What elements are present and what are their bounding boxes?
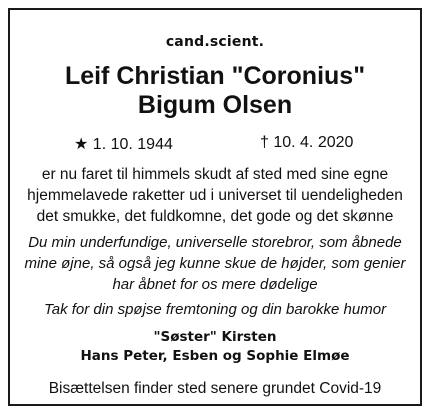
signer-line: Hans Peter, Esben og Sophie Elmøe: [80, 348, 350, 364]
academic-title: cand.scient.: [165, 34, 265, 50]
message-line: hjemmelavede raketter ud i universet til uendeligheden: [27, 187, 403, 204]
tribute-line: mine øjne, så også jeg kunne skue de højder, som genier: [24, 255, 406, 272]
signers-block: [10, 328, 420, 366]
message-line: er nu faret til himmels skudt af sted med sine egne: [41, 166, 389, 183]
signer-line: "Søster" Kirsten: [153, 329, 277, 345]
death-date: † 10. 4. 2020: [260, 134, 354, 151]
deceased-name-line-1: Leif Christian "Coronius": [64, 62, 366, 90]
tribute-block: [10, 232, 420, 295]
obituary-notice: [10, 10, 420, 404]
deceased-name-line-2: Bigum Olsen: [137, 91, 293, 119]
thanks-line: Tak for din spøjse fremtoning og din barokke humor: [43, 301, 387, 318]
birth-date: ★ 1. 10. 1944: [74, 136, 173, 153]
funeral-note: Bisættelsen finder sted senere grundet Covid-19: [48, 380, 382, 397]
tribute-line: har åbnet for os mere dødelige: [112, 276, 318, 293]
message-block: [10, 164, 420, 227]
tribute-line: Du min underfundige, universelle storebror, som åbnede: [28, 234, 402, 251]
message-line: det smukke, det fuldkomne, det gode og det skønne: [36, 208, 394, 225]
